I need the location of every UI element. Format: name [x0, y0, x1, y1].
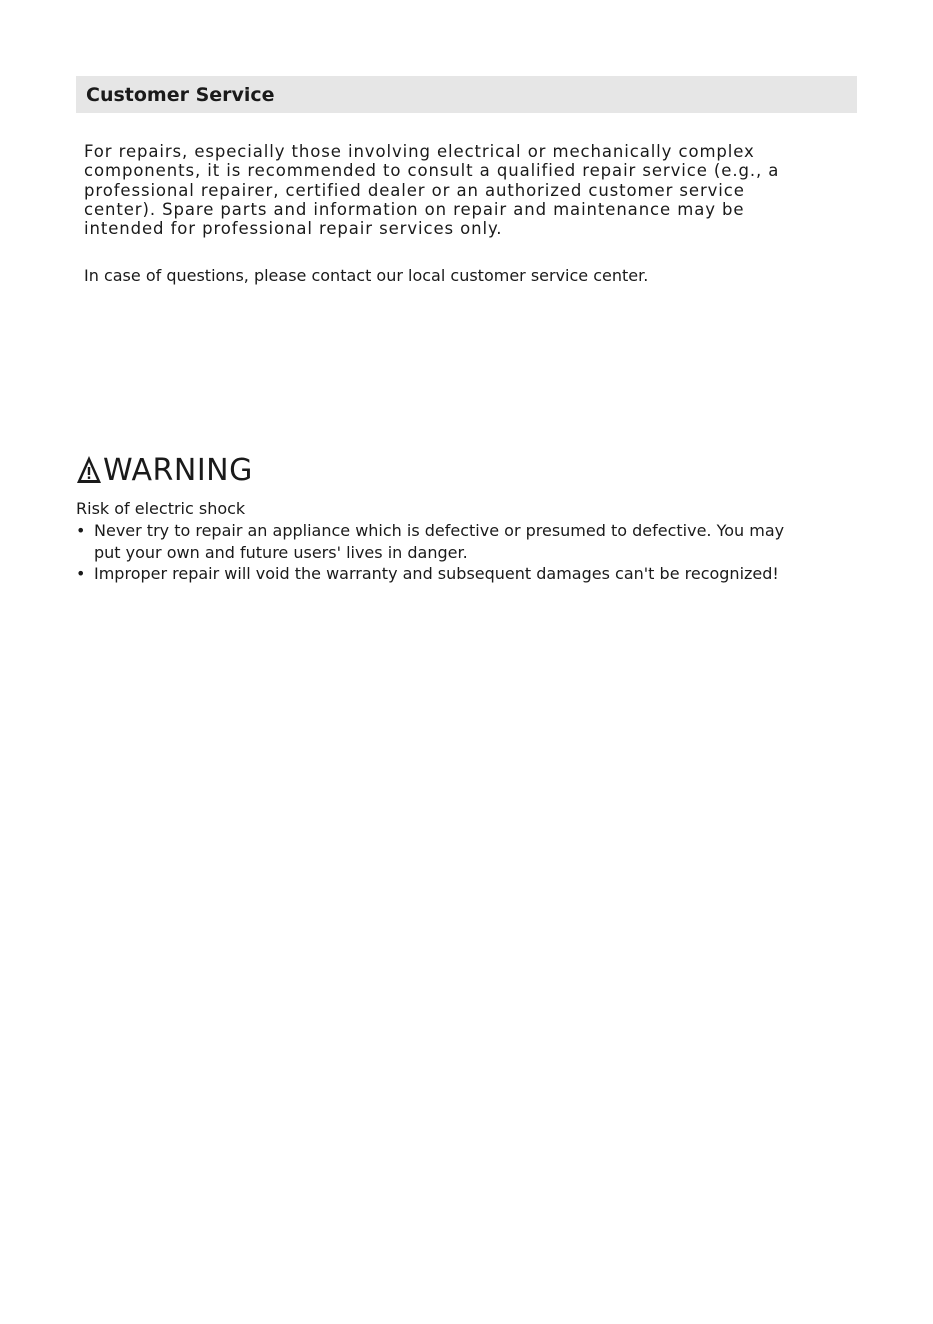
- intro-line: For repairs, especially those involving electrical or mechanically complex: [84, 142, 755, 161]
- contact-paragraph: In case of questions, please contact our local customer service center.: [84, 266, 649, 285]
- intro-line: components, it is recommended to consult a qualified repair service (e.g., a: [84, 161, 780, 181]
- warning-bullet-list: [76, 520, 784, 585]
- section-header: [76, 76, 857, 113]
- intro-line: center). Spare parts and information on repair and maintenance may be: [84, 199, 745, 219]
- bullet-line: Improper repair will void the warranty and subsequent damages can't be recognized!: [94, 564, 779, 583]
- intro-line: intended for professional repair services only.: [84, 219, 503, 239]
- list-item: [76, 563, 784, 585]
- warning-triangle-icon: [76, 454, 102, 486]
- warning-heading: [76, 450, 253, 490]
- bullet-dot: •: [76, 564, 86, 583]
- warning-label: WARNING: [103, 452, 253, 488]
- section-title: Customer Service: [86, 83, 275, 106]
- bullet-line: put your own and future users' lives in danger.: [94, 542, 468, 562]
- intro-line: professional repairer, certified dealer or an authorized customer service: [84, 180, 745, 200]
- intro-paragraph: [84, 142, 844, 238]
- list-item: [76, 520, 784, 563]
- risk-text: Risk of electric shock: [76, 499, 246, 518]
- bullet-dot: •: [76, 521, 86, 540]
- bullet-line: Never try to repair an appliance which is defective or presumed to defective. You may: [94, 521, 785, 540]
